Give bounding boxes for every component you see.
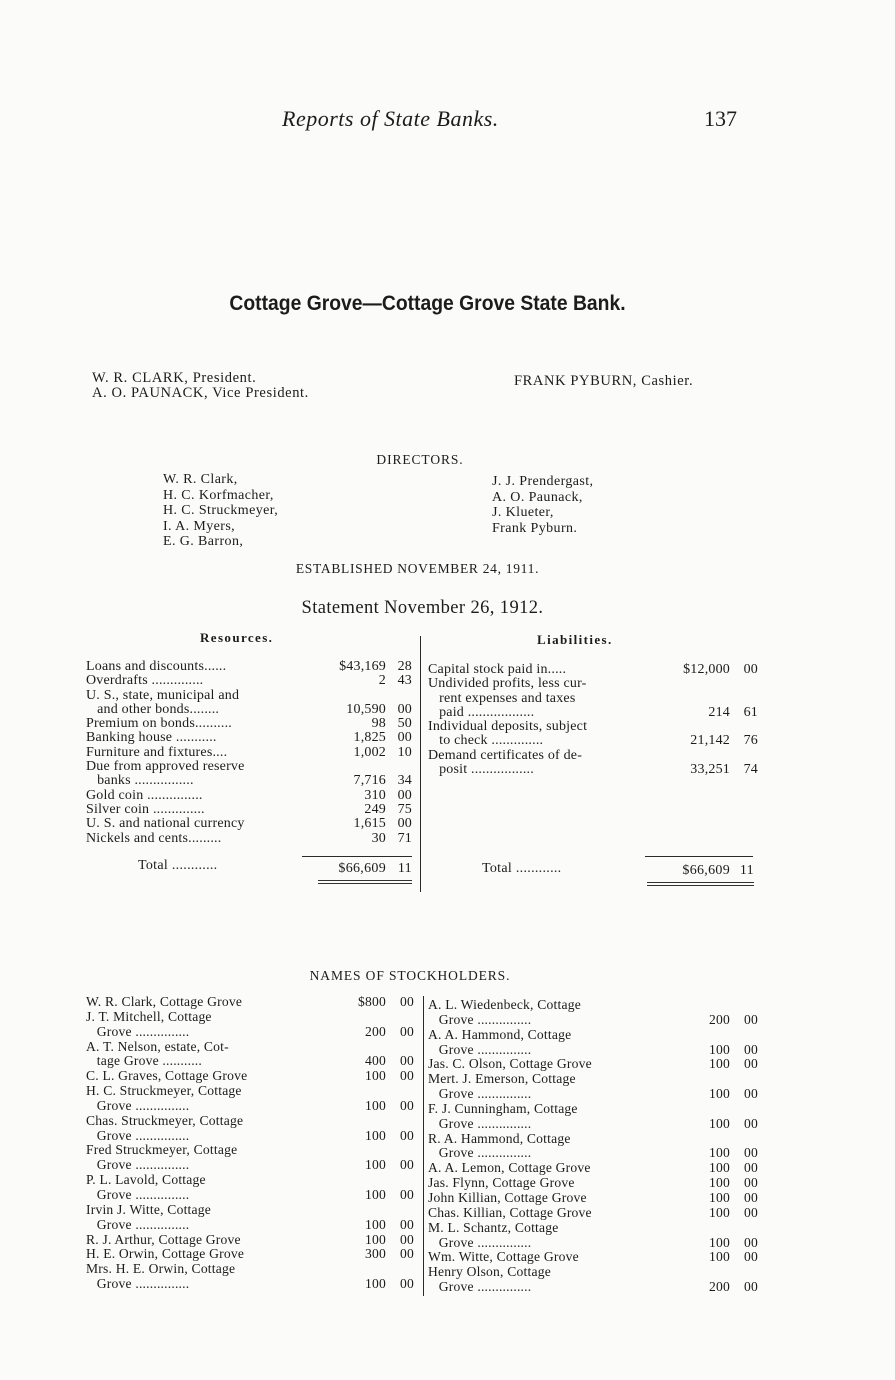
row-label: A. A. Hammond, Cottage (428, 1026, 572, 1042)
row-label: R. J. Arthur, Cottage Grove (86, 1231, 241, 1247)
row-cents: 61 (743, 704, 758, 720)
row-cents: 00 (400, 994, 414, 1009)
director-name: A. O. Paunack, (492, 489, 583, 505)
liabilities-total-label: Total ............ (482, 861, 562, 876)
row-cents: 00 (400, 1216, 414, 1232)
resources-total-rule (302, 856, 412, 857)
row-label: Grove ............... (428, 1086, 532, 1102)
stockholders-heading: NAMES OF STOCKHOLDERS. (309, 968, 511, 983)
row-dollars: $12,000 (683, 662, 730, 677)
row-cents: 00 (744, 1056, 758, 1072)
column-divider (420, 636, 421, 892)
row-cents: 10 (397, 744, 412, 760)
row-label: Grove ............... (428, 1115, 532, 1131)
row-cents: 74 (743, 762, 758, 778)
table-row (428, 1087, 758, 1102)
row-cents: 34 (397, 773, 412, 789)
table-row (428, 1221, 758, 1236)
director-name: W. R. Clark, (163, 472, 238, 487)
directors-left-column (163, 472, 278, 550)
row-dollars: 30 (371, 830, 386, 846)
row-label: A. A. Lemon, Cottage Grove (428, 1160, 591, 1176)
table-row (428, 663, 758, 677)
table-row (86, 689, 416, 703)
row-cents: 00 (744, 1175, 758, 1191)
officer-vice-president: A. O. PAUNACK, Vice President. (92, 385, 309, 401)
row-cents: 00 (397, 701, 412, 717)
table-row (86, 674, 416, 688)
directors-right-column (492, 474, 593, 536)
row-label: R. A. Hammond, Cottage (428, 1130, 571, 1146)
row-label: Premium on bonds.......... (86, 716, 232, 732)
row-label: Jas. Flynn, Cottage Grove (428, 1175, 575, 1191)
officers-left (92, 371, 309, 401)
table-row (428, 763, 758, 777)
table-row (86, 731, 416, 745)
row-cents: 00 (744, 1115, 758, 1131)
officer-president: W. R. CLARK, President. (92, 370, 257, 386)
table-row (86, 1203, 416, 1218)
row-dollars: 100 (709, 1115, 730, 1131)
table-row (428, 1132, 758, 1147)
row-dollars: 100 (709, 1160, 730, 1176)
running-head (0, 106, 895, 136)
row-label: Capital stock paid in..... (428, 662, 567, 677)
row-label: H. C. Struckmeyer, Cottage (86, 1083, 242, 1099)
row-label: Banking house ........... (86, 730, 217, 746)
row-dollars: 100 (365, 1186, 386, 1202)
row-label: to check .............. (428, 733, 544, 749)
row-cents: 76 (743, 733, 758, 749)
row-label: Undivided profits, less cur- (428, 676, 587, 692)
row-label: M. L. Schantz, Cottage (428, 1219, 559, 1235)
stockholders-left-column (86, 995, 416, 1292)
table-row (428, 1043, 758, 1058)
table-row (86, 717, 416, 731)
row-cents: 75 (397, 801, 412, 817)
row-label: Demand certificates of de- (428, 747, 583, 763)
row-dollars: 300 (365, 1246, 386, 1262)
resources-total-double-rule (318, 880, 412, 884)
table-row (86, 1143, 416, 1158)
row-dollars: 310 (364, 787, 386, 803)
row-label: Grove ............... (428, 1041, 532, 1057)
table-row (86, 703, 416, 717)
row-label: A. L. Wiedenbeck, Cottage (428, 997, 581, 1012)
row-dollars: 100 (709, 1056, 730, 1072)
row-dollars: 2 (378, 673, 386, 689)
table-row (428, 1013, 758, 1028)
row-label: Grove ............... (86, 1023, 190, 1039)
table-row (86, 803, 416, 817)
table-row (428, 1265, 758, 1280)
table-row (428, 1028, 758, 1043)
row-dollars: 1,615 (353, 816, 386, 832)
row-dollars: 100 (709, 1204, 730, 1220)
table-row (86, 1054, 416, 1069)
director-name: H. C. Struckmeyer, (163, 503, 279, 519)
row-label: Grove ............... (86, 1127, 190, 1143)
row-cents: 00 (400, 1276, 414, 1292)
row-cents: 00 (397, 816, 412, 832)
row-label: Loans and discounts...... (86, 659, 227, 674)
row-cents: 00 (400, 1023, 414, 1039)
row-label: Grove ............... (86, 1276, 190, 1292)
table-row (428, 706, 758, 720)
row-label: Individual deposits, subject (428, 719, 588, 735)
row-label: and other bonds........ (86, 701, 220, 717)
row-dollars: 7,716 (353, 773, 386, 789)
liabilities-total-rule (645, 856, 753, 857)
row-cents: 00 (400, 1127, 414, 1143)
row-dollars: 1,825 (353, 730, 386, 746)
row-dollars: 100 (365, 1231, 386, 1247)
table-row (428, 1146, 758, 1161)
row-cents: 00 (744, 1204, 758, 1220)
row-label: banks ................ (86, 773, 194, 789)
table-row (428, 1250, 758, 1265)
table-row (428, 1176, 758, 1191)
row-label: John Killian, Cottage Grove (428, 1189, 587, 1205)
table-row (86, 1129, 416, 1144)
row-cents: 00 (400, 1068, 414, 1084)
table-row (86, 1040, 416, 1055)
row-label: J. T. Mitchell, Cottage (86, 1008, 212, 1024)
officer-cashier: FRANK PYBURN, Cashier. (514, 373, 694, 389)
table-row (86, 1114, 416, 1129)
row-label: Mert. J. Emerson, Cottage (428, 1071, 576, 1087)
table-row (86, 1084, 416, 1099)
stockholders-divider (423, 996, 424, 1296)
row-label: W. R. Clark, Cottage Grove (86, 994, 243, 1009)
table-row (428, 1161, 758, 1176)
row-dollars: 100 (709, 1041, 730, 1057)
table-row (86, 1188, 416, 1203)
row-label: Henry Olson, Cottage (428, 1264, 551, 1280)
row-cents: 00 (744, 1234, 758, 1250)
row-label: P. L. Lavold, Cottage (86, 1172, 206, 1188)
row-label: Mrs. H. E. Orwin, Cottage (86, 1261, 236, 1277)
row-label: Grove ............... (86, 1157, 190, 1173)
resources-total-cents: 11 (397, 861, 412, 876)
row-dollars: 10,590 (346, 701, 386, 717)
liabilities-total-cents: 11 (739, 863, 754, 878)
table-row (86, 995, 416, 1010)
table-row (428, 749, 758, 763)
row-cents: 00 (744, 1189, 758, 1205)
row-cents: 00 (744, 1249, 758, 1265)
row-label: C. L. Graves, Cottage Grove (86, 1068, 248, 1084)
row-cents: 00 (400, 1246, 414, 1262)
row-cents: 71 (397, 830, 412, 846)
row-label: Grove ............... (428, 1145, 532, 1161)
row-label: Grove ............... (86, 1216, 190, 1232)
row-dollars: 1,002 (353, 744, 386, 760)
row-dollars: 214 (708, 704, 730, 720)
resources-total-dollars: $66,609 (338, 861, 386, 876)
director-name: J. Klueter, (492, 505, 554, 521)
row-cents: 28 (397, 659, 412, 674)
row-cents: 43 (397, 673, 412, 689)
running-title: Reports of State Banks. (282, 106, 499, 131)
director-name: Frank Pyburn. (492, 520, 578, 536)
established-date: ESTABLISHED NOVEMBER 24, 1911. (295, 561, 540, 576)
liabilities-table (428, 663, 758, 777)
table-row (86, 1247, 416, 1262)
statement-title: Statement November 26, 1912. (301, 598, 544, 618)
table-row (86, 1069, 416, 1084)
row-dollars: 100 (709, 1175, 730, 1191)
director-name: H. C. Korfmacher, (163, 487, 274, 503)
row-label: Wm. Witte, Cottage Grove (428, 1249, 579, 1265)
row-label: Furniture and fixtures.... (86, 744, 228, 760)
row-cents: 00 (744, 1279, 758, 1295)
table-row (428, 692, 758, 706)
row-dollars: 100 (709, 1249, 730, 1265)
row-label: Grove ............... (86, 1186, 190, 1202)
table-row (428, 1236, 758, 1251)
row-label: Due from approved reserve (86, 759, 245, 775)
row-label: H. E. Orwin, Cottage Grove (86, 1246, 245, 1262)
row-dollars: 98 (371, 716, 386, 732)
table-row (86, 660, 416, 674)
table-row (428, 1102, 758, 1117)
table-row (86, 746, 416, 760)
director-name: I. A. Myers, (163, 518, 236, 534)
table-row (428, 1280, 758, 1295)
table-row (86, 1158, 416, 1173)
row-dollars: 100 (709, 1086, 730, 1102)
row-label: U. S., state, municipal and (86, 687, 240, 703)
row-label: Nickels and cents......... (86, 830, 222, 846)
directors-heading: DIRECTORS. (376, 452, 464, 467)
row-label: Irvin J. Witte, Cottage (86, 1201, 211, 1217)
table-row (86, 1262, 416, 1277)
row-dollars: 200 (709, 1279, 730, 1295)
row-dollars: 100 (709, 1189, 730, 1205)
row-cents: 00 (744, 1041, 758, 1057)
table-row (86, 774, 416, 788)
row-cents: 00 (397, 730, 412, 746)
table-row (428, 1191, 758, 1206)
table-row (86, 832, 416, 846)
row-cents: 00 (400, 1157, 414, 1173)
director-name: J. J. Prendergast, (492, 474, 594, 489)
row-label: Overdrafts .............. (86, 673, 204, 689)
row-cents: 00 (400, 1186, 414, 1202)
page-number: 137 (704, 106, 737, 131)
table-row (428, 734, 758, 748)
resources-heading: Resources. (200, 630, 274, 645)
table-row (86, 1025, 416, 1040)
table-row (86, 1218, 416, 1233)
table-row (86, 1233, 416, 1248)
row-dollars: 100 (365, 1127, 386, 1143)
director-name: E. G. Barron, (163, 534, 244, 550)
row-label: paid .................. (428, 704, 535, 720)
row-cents: 00 (400, 1053, 414, 1069)
table-row (428, 720, 758, 734)
table-row (428, 677, 758, 691)
table-row (86, 789, 416, 803)
liabilities-total-dollars: $66,609 (682, 863, 730, 878)
liabilities-heading: Liabilities. (537, 632, 613, 647)
row-dollars: 100 (709, 1145, 730, 1161)
row-dollars: 100 (365, 1097, 386, 1113)
row-dollars: 100 (709, 1234, 730, 1250)
row-cents: 00 (744, 1086, 758, 1102)
table-row (428, 1057, 758, 1072)
row-dollars: 100 (365, 1216, 386, 1232)
table-row (86, 1173, 416, 1188)
row-dollars: 100 (365, 1157, 386, 1173)
row-label: tage Grove ........... (86, 1053, 202, 1069)
row-cents: 50 (397, 716, 412, 732)
row-label: Grove ............... (428, 1234, 532, 1250)
row-dollars: 100 (365, 1068, 386, 1084)
row-label: Silver coin .............. (86, 801, 205, 817)
row-cents: 00 (744, 1011, 758, 1027)
row-label: F. J. Cunningham, Cottage (428, 1100, 578, 1116)
row-label: U. S. and national currency (86, 816, 245, 832)
row-label: Grove ............... (86, 1097, 190, 1113)
row-cents: 00 (743, 662, 758, 677)
row-label: Gold coin ............... (86, 787, 203, 803)
table-row (86, 817, 416, 831)
row-label: A. T. Nelson, estate, Cot- (86, 1038, 229, 1054)
table-row (428, 1117, 758, 1132)
table-row (86, 760, 416, 774)
row-dollars: 249 (364, 801, 386, 817)
row-cents: 00 (744, 1160, 758, 1176)
row-cents: 00 (400, 1231, 414, 1247)
row-dollars: 33,251 (690, 762, 730, 778)
table-row (86, 1099, 416, 1114)
row-cents: 00 (397, 787, 412, 803)
row-dollars: 21,142 (690, 733, 730, 749)
row-label: Chas. Struckmeyer, Cottage (86, 1112, 244, 1128)
row-dollars: $43,169 (339, 659, 386, 674)
table-row (86, 1277, 416, 1292)
table-row (86, 1010, 416, 1025)
row-label: Grove ............... (428, 1279, 532, 1295)
row-cents: 00 (400, 1097, 414, 1113)
row-label: posit ................. (428, 762, 534, 778)
resources-table (86, 660, 416, 846)
row-label: Fred Struckmeyer, Cottage (86, 1142, 238, 1158)
row-dollars: $800 (358, 994, 386, 1009)
row-label: Grove ............... (428, 1011, 532, 1027)
table-row (428, 998, 758, 1013)
bank-title: Cottage Grove—Cottage Grove State Bank. (229, 292, 626, 315)
row-cents: 00 (744, 1145, 758, 1161)
row-dollars: 200 (365, 1023, 386, 1039)
row-dollars: 100 (365, 1276, 386, 1292)
table-row (428, 1072, 758, 1087)
row-label: Jas. C. Olson, Cottage Grove (428, 1056, 592, 1072)
row-label: rent expenses and taxes (428, 690, 576, 706)
table-row (428, 1206, 758, 1221)
liabilities-total-double-rule (647, 882, 754, 886)
row-dollars: 400 (365, 1053, 386, 1069)
stockholders-right-column (428, 998, 758, 1295)
row-dollars: 200 (709, 1011, 730, 1027)
resources-total-label: Total ............ (138, 858, 218, 873)
row-label: Chas. Killian, Cottage Grove (428, 1204, 592, 1220)
